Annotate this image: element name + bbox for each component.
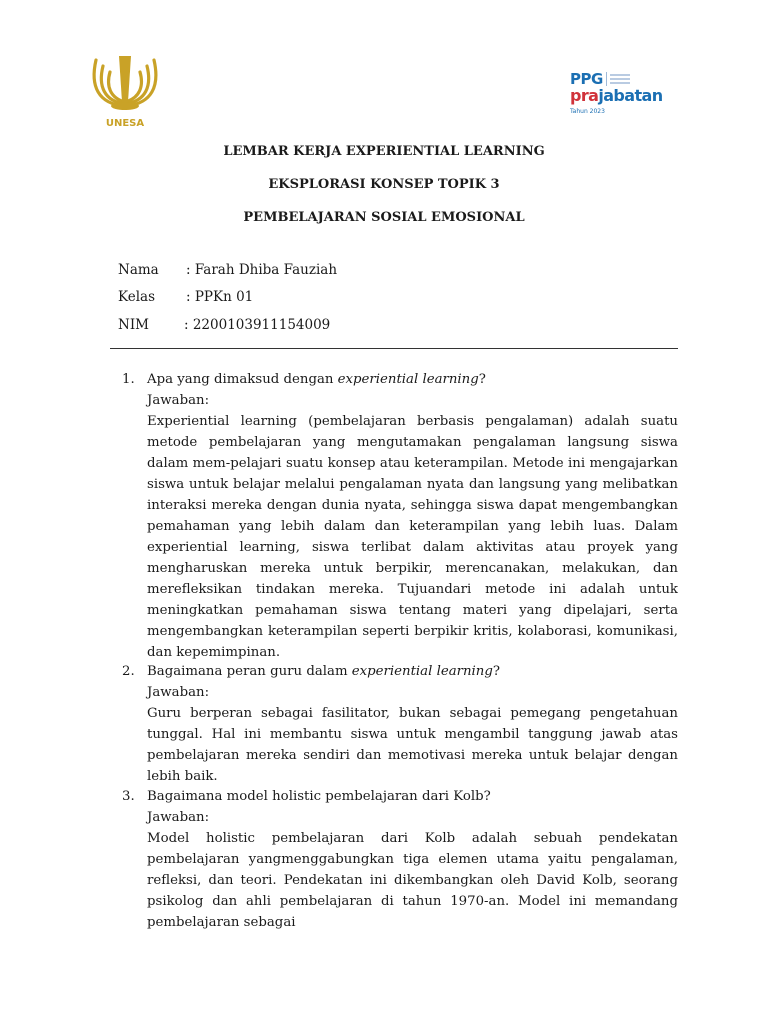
ppg-logo-text: PPG xyxy=(570,70,603,88)
unesa-logo-text: UNESA xyxy=(105,118,145,129)
identity-label: Kelas xyxy=(118,289,156,305)
identity-label: NIM xyxy=(118,317,149,333)
identity-value: : Farah Dhiba Fauziah xyxy=(186,262,338,278)
question-text: Bagaimana peran guru dalam experiential learning? xyxy=(147,664,501,679)
ppg-logo-tagline xyxy=(606,72,633,86)
answer-label: Jawaban: xyxy=(147,810,210,825)
question-text: Apa yang dimaksud dengan experiential learning? xyxy=(147,372,486,387)
question-number: 1. xyxy=(122,372,135,387)
ppg-logo-year: Tahun 2023 xyxy=(570,108,605,115)
document-topic: PEMBELAJARAN SOSIAL EMOSIONAL xyxy=(243,210,525,225)
answer-label: Jawaban: xyxy=(147,393,210,408)
answer-text: Guru berperan sebagai fasilitator, bukan sebagai pemegang pengetahuan tunggal. Hal ini membantu siswa untuk mengambil tanggung jawab atas pembelajaran mereka sendiri dan memotivasi mereka untuk belajar dengan lebih baik. xyxy=(147,706,678,784)
ppg-prajabatan-logo xyxy=(570,70,670,122)
answer-label: Jawaban: xyxy=(147,685,210,700)
divider xyxy=(110,348,678,349)
question-item xyxy=(118,786,678,933)
prajabatan-logo-text: prajabatan xyxy=(570,86,663,105)
question-text: Bagaimana model holistic pembelajaran dari Kolb? xyxy=(147,789,491,804)
identity-value: : 2200103911154009 xyxy=(184,317,331,333)
unesa-logo xyxy=(86,46,164,132)
question-number: 2. xyxy=(122,664,135,679)
identity-row-class xyxy=(118,289,253,305)
document-title: LEMBAR KERJA EXPERIENTIAL LEARNING xyxy=(223,144,545,159)
answer-text: Experiential learning (pembelajaran berbasis pengalaman) adalah suatu metode pembelajaran yang mengutamakan pengalaman langsung siswa dalam mem-pelajari suatu konsep atau keterampilan. Metode ini mengajarkan siswa untuk belajar melalui pengalaman nyata dan langsung yang melibatkan interaksi mereka dengan dunia nyata, sehingga siswa dapat mengembangkan pemahaman yang lebih dalam dan keterampilan yang lebih luas. Dalam experiential learning, siswa terlibat dalam aktivitas atau proyek yang mengharuskan mereka untuk berpikir, merencanakan, melakukan, dan merefleksikan tindakan mereka. Tujuandari metode ini adalah untuk meningkatkan pemahaman siswa tentang materi yang dipelajari, serta mengembangkan keterampilan seperti berpikir kritis, kolaborasi, komunikasi, dan kepemimpinan. xyxy=(147,414,678,660)
question-item xyxy=(118,369,678,663)
identity-row-nim xyxy=(118,317,330,333)
answer-text: Model holistic pembelajaran dari Kolb adalah sebuah pendekatan pembelajaran yangmenggabungkan tiga elemen utama yaitu pengalaman, refleksi, dan teori. Pendekatan ini dikembangkan oleh David Kolb, seorang psikolog dan ahli pembelajaran di tahun 1970-an. Model ini memandang pembelajaran sebagai xyxy=(147,831,678,930)
identity-row-name xyxy=(118,262,337,278)
identity-value: : PPKn 01 xyxy=(186,289,254,305)
question-item xyxy=(118,661,678,787)
document-subtitle: EKSPLORASI KONSEP TOPIK 3 xyxy=(268,177,500,192)
question-number: 3. xyxy=(122,789,135,804)
identity-label: Nama xyxy=(118,262,159,278)
